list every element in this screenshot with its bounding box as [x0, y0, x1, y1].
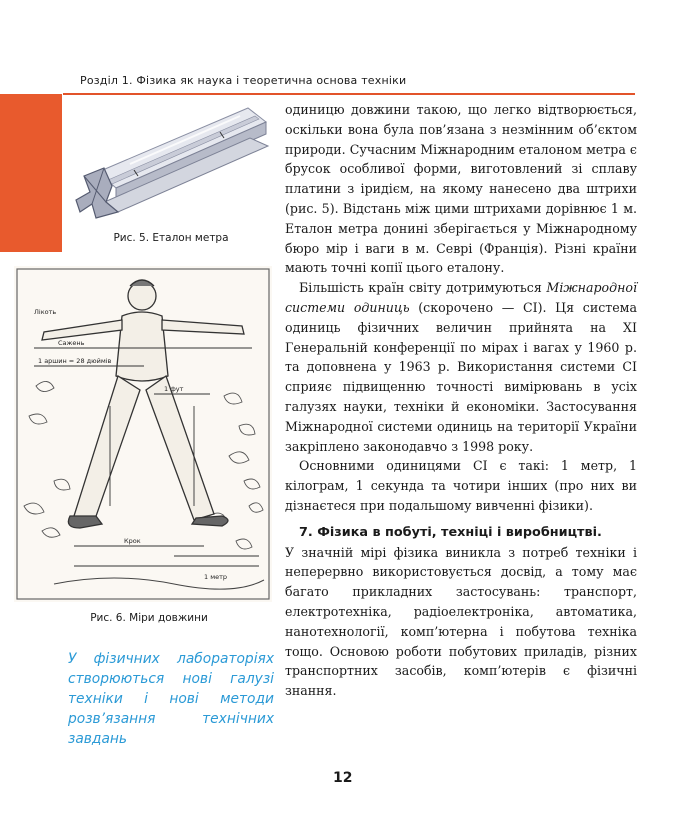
figure-meter-standard: [70, 100, 270, 225]
human-measures-illustration: [14, 266, 272, 602]
header-divider: [63, 93, 635, 95]
section-title: 7. Фізика в побуті, техніці і виробництві.: [299, 524, 602, 540]
label-span: Сажень: [58, 339, 85, 347]
running-header: Розділ 1. Фізика як наука і теоретична основа техніки: [80, 74, 407, 87]
paragraph-si-system: [285, 278, 637, 456]
meter-bar-illustration: [70, 100, 270, 225]
si-intro-text: Більшість країн світу дотримуються: [299, 280, 547, 296]
label-foot: 1 фут: [164, 385, 184, 393]
page-number: 12: [333, 770, 353, 786]
figure-5-caption: Рис. 5. Еталон метра: [113, 232, 229, 244]
label-elbow: Лікоть: [34, 308, 57, 316]
figure-6-caption: Рис. 6. Міри довжини: [90, 612, 208, 624]
paragraph-base-units: Основними одиницями СІ є такі: 1 метр, 1 кілограм, 1 секунда та чотири інших (про них ви дізнаєтеся при подальшому вивченні фізики).: [285, 458, 637, 513]
si-term: Міжнародної системи одиниць: [285, 280, 637, 315]
si-body-text: (скорочено — СІ). Ця система одиниць фізичних величин прийнята на XI Генеральній конференції по мірах і вагах у 1960 р. та доповнена у 1963 р. Використання системи СІ сприяє підвищенню точності вимірювань в усіх галузях науки, техніки й економіки. Застосування Міжнародної системи одиниць на території України закріплено законодавчо з 1998 року.: [285, 299, 637, 454]
main-text-column: [285, 100, 637, 701]
section-heading: [285, 522, 637, 543]
side-note: У фізичних лабораторіях створюються нові галузі техніки і нові методи розв’язання технічних завдань: [68, 651, 274, 747]
label-meter: 1 метр: [204, 573, 228, 581]
paragraph-physics-applications: У значній мірі фізика виникла з потреб техніки і неперервно використовується досвід, а тому має багато прикладних застосувань: транспорт, електротехніка, радіоелектроніка, автоматика, нанотехнології, комп’ютерна і побутова техніка тощо. Основою роботи побутових приладів, різних транспортних засобів, комп’ютерів є фізичні знання.: [285, 544, 637, 699]
label-arshin: 1 аршин = 28 дюймів: [38, 357, 112, 365]
figure-length-measures: [14, 266, 272, 602]
paragraph-meter-standard: одиницю довжини такою, що легко відтворюється, оскільки вона була пов’язана з незмінним об’єктом природи. Сучасним Міжнародним еталоном метра є брусок особливої форми, виготовлений зі сплаву платини з іридієм, на якому нанесено два штрихи (рис. 5). Відстань між цими штрихами дорівнює 1 м. Еталон метра донині зберігається у Міжнародному бюро мір і ваги в м. Севрі (Франція). Різні країни мають точні копії цього еталону.: [285, 102, 637, 276]
chapter-color-tab: [0, 94, 62, 252]
label-step: Крок: [124, 537, 141, 545]
